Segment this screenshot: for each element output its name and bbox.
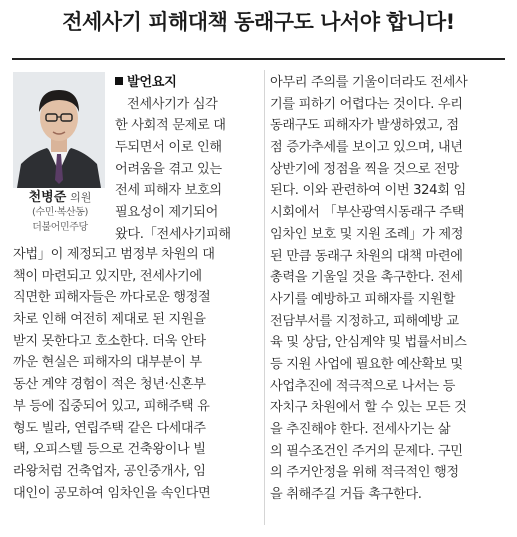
- text-line: 기를 피하기 어렵다는 것이다. 우리: [270, 96, 463, 112]
- text-line: 의 주거안정을 위해 적극적인 행정: [270, 465, 459, 481]
- text-line: 왔다.「전세사기피해: [115, 226, 231, 242]
- section-heading: 발언요지: [115, 72, 259, 94]
- author-role: 의원: [70, 191, 92, 204]
- text-line: 직면한 피해자들은 까다로운 행정절: [13, 290, 211, 306]
- text-line: 총력을 기울일 것을 촉구한다. 전세: [270, 270, 463, 286]
- text-line: 부 등에 집중되어 있고, 피해주택 유: [13, 398, 210, 414]
- text-line: 받지 못한다고 호소한다. 더욱 안타: [13, 333, 206, 349]
- text-line: 상반기에 정점을 찍을 것으로 전망: [270, 161, 459, 177]
- text-line: 자치구 차원에서 할 수 있는 모든 것: [270, 400, 467, 416]
- text-line: 자법」이 제정되고 범정부 차원의 대: [13, 247, 215, 262]
- text-line: 대인이 공모하여 임차인을 속인다면: [13, 485, 211, 501]
- text-line: 책이 마련되고 있지만, 전세사기에: [13, 268, 202, 284]
- text-line: 된다. 이와 관련하여 이번 324회 임: [270, 183, 466, 199]
- author-party: 더불어민주당: [32, 222, 88, 233]
- text-line: 사기를 예방하고 피해자를 지원할: [270, 291, 455, 307]
- square-bullet-icon: [115, 77, 123, 85]
- text-line: 한 사회적 문제로 대: [115, 118, 226, 134]
- text-line: 라왕처럼 건축업자, 공인중개사, 임: [13, 463, 206, 479]
- column-divider: [264, 70, 265, 525]
- author-portrait: [13, 72, 105, 188]
- text-line: 까운 현실은 피해자의 대부분이 부: [13, 355, 202, 371]
- text-line: 택, 오피스텔 등으로 건축왕이나 빌: [13, 442, 206, 458]
- text-line: 전세사기가 심각: [127, 96, 218, 112]
- text-line: 두되면서 이로 인해: [115, 140, 222, 156]
- author-district: (수민·복산동): [31, 207, 89, 218]
- headline-rule: [12, 58, 505, 60]
- text-line: 을 추진해야 한다. 전세사기는 삶: [270, 422, 451, 437]
- column-1-top: [115, 72, 259, 246]
- text-line: 차로 인해 여전히 제대로 된 지원을: [13, 312, 206, 328]
- portrait-icon: [13, 72, 105, 188]
- text-line: 필요성이 제기되어: [115, 205, 218, 221]
- text-line: 형도 빌라, 연립주택 같은 다세대주: [13, 420, 206, 436]
- author-byline: [8, 190, 112, 235]
- column-2: [270, 72, 506, 506]
- text-line: 시회에서 「부산광역시동래구 주택: [270, 205, 464, 221]
- text-line: 어려움을 겪고 있는: [115, 161, 222, 177]
- author-name: 천병준: [28, 190, 67, 205]
- text-line: 전세 피해자 보호의: [115, 183, 222, 199]
- column-1-bottom: [13, 244, 259, 504]
- text-line: 동래구도 피해자가 발생하였고, 점: [270, 118, 459, 134]
- text-line: 아무리 주의를 기울이더라도 전세사: [270, 75, 468, 90]
- text-line: 의 필수조건인 주거의 문제다. 구민: [270, 443, 463, 459]
- text-line: 육 및 상담, 안심계약 및 법률서비스: [270, 335, 467, 351]
- article-headline: 전세사기 피해대책 동래구도 나서야 합니다!: [62, 10, 455, 34]
- text-line: 을 취해주길 거듭 촉구한다.: [270, 487, 422, 503]
- text-line: 점 증가추세를 보이고 있으며, 내년: [270, 140, 463, 156]
- text-line: 전담부서를 지정하고, 피해예방 교: [270, 313, 459, 329]
- text-line: 된 만큼 동래구 차원의 대책 마련에: [270, 248, 463, 264]
- text-line: 임차인 보호 및 지원 조례」가 제정: [270, 226, 464, 242]
- text-line: 등 지원 사업에 필요한 예산확보 및: [270, 356, 463, 372]
- text-line: 사업추진에 적극적으로 나서는 등: [270, 378, 455, 394]
- text-line: 동산 계약 경험이 적은 청년·신혼부: [13, 377, 206, 393]
